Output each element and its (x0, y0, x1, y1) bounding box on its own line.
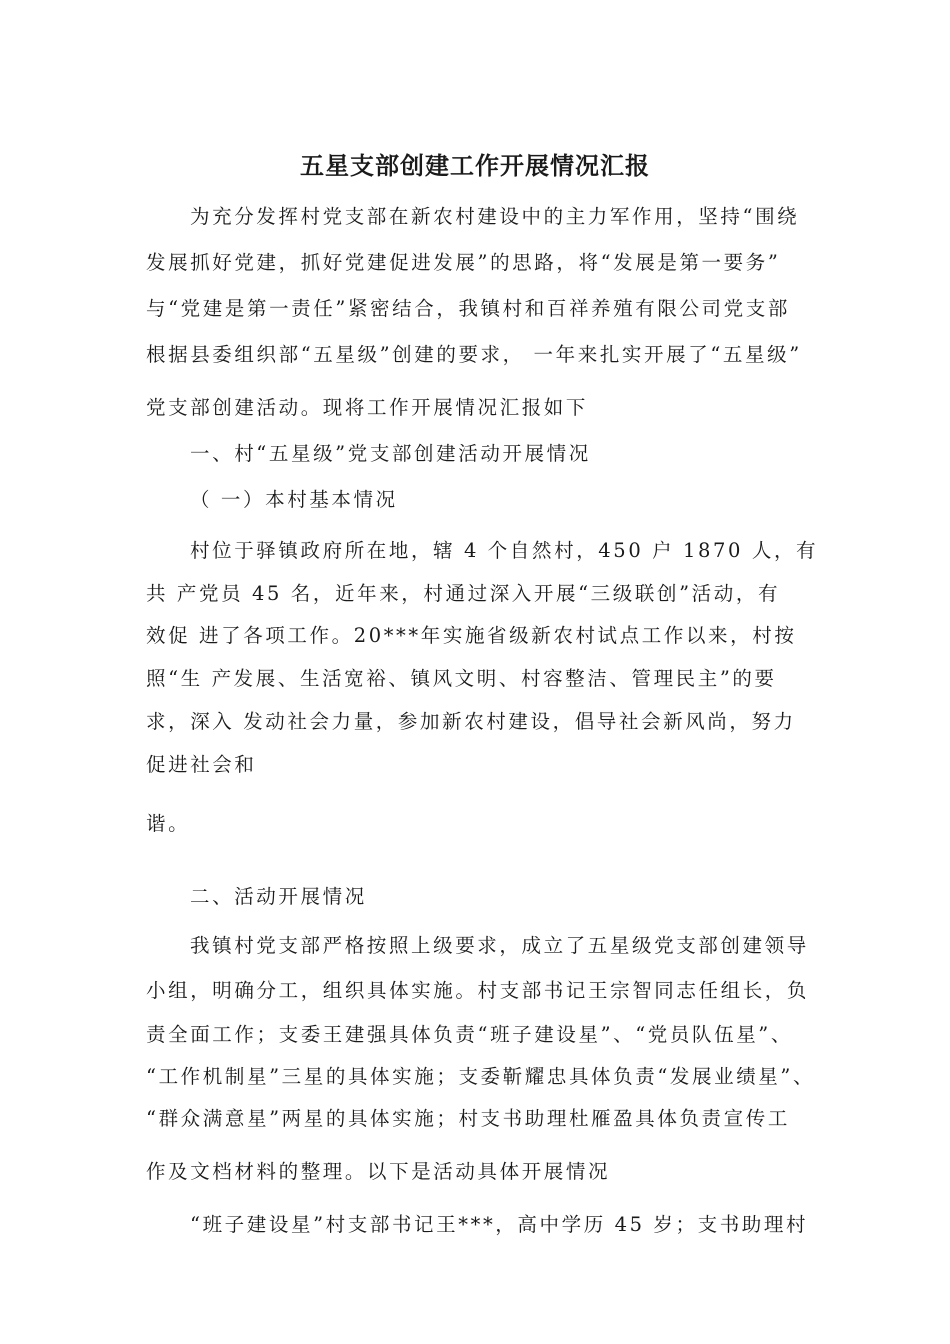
subsection-heading: （ 一）本村基本情况 (190, 488, 398, 511)
document-title: 五星支部创建工作开展情况汇报 (300, 151, 650, 180)
section-heading: 一、村“五星级”党支部创建活动开展情况 (190, 442, 591, 465)
paragraph-line: 共 产党员 45 名，近年来，村通过深入开展“三级联创”活动，有 (146, 582, 781, 605)
paragraph-line: 效促 进了各项工作。20***年实施省级新农村试点工作以来，村按 (146, 624, 797, 647)
paragraph-line: 发展抓好党建，抓好党建促进发展”的思路，将“发展是第一要务” (146, 251, 781, 274)
paragraph-line: 小组，明确分工，组织具体实施。村支部书记王宗智同志任组长，负 (146, 979, 810, 1002)
paragraph-line: 根据县委组织部“五星级”创建的要求， 一年来扎实开展了“五星级” (146, 343, 802, 366)
paragraph-line: 党支部创建活动。现将工作开展情况汇报如下 (146, 396, 589, 419)
section-heading: 二、活动开展情况 (190, 885, 367, 908)
paragraph-line: 促进社会和 (146, 753, 257, 776)
paragraph-line: “工作机制星”三星的具体实施；支委靳耀忠具体负责“发展业绩星”、 (146, 1065, 816, 1088)
paragraph-line: 责全面工作；支委王建强具体负责“班子建设星”、“党员队伍星”、 (146, 1023, 793, 1046)
paragraph-line: 作及文档材料的整理。以下是活动具体开展情况 (146, 1160, 611, 1183)
paragraph-line: 为充分发挥村党支部在新农村建设中的主力军作用，坚持“围绕 (190, 205, 800, 228)
paragraph-line: 谐。 (146, 812, 191, 835)
paragraph-line: 村位于驿镇政府所在地，辖 4 个自然村，450 户 1870 人，有 (190, 539, 819, 562)
paragraph-line: “班子建设星”村支部书记王***，高中学历 45 岁；支书助理村 (190, 1213, 809, 1236)
paragraph-line: 照“生 产发展、生活宽裕、镇风文明、村容整洁、管理民主”的要 (146, 667, 777, 690)
paragraph-line: 我镇村党支部严格按照上级要求，成立了五星级党支部创建领导 (190, 934, 809, 957)
paragraph-line: 与“党建是第一责任”紧密结合，我镇村和百祥养殖有限公司党支部 (146, 297, 790, 320)
paragraph-line: “群众满意星”两星的具体实施；村支书助理杜雁盈具体负责宣传工 (146, 1107, 790, 1130)
paragraph-line: 求，深入 发动社会力量，参加新农村建设，倡导社会新风尚，努力 (146, 710, 796, 733)
